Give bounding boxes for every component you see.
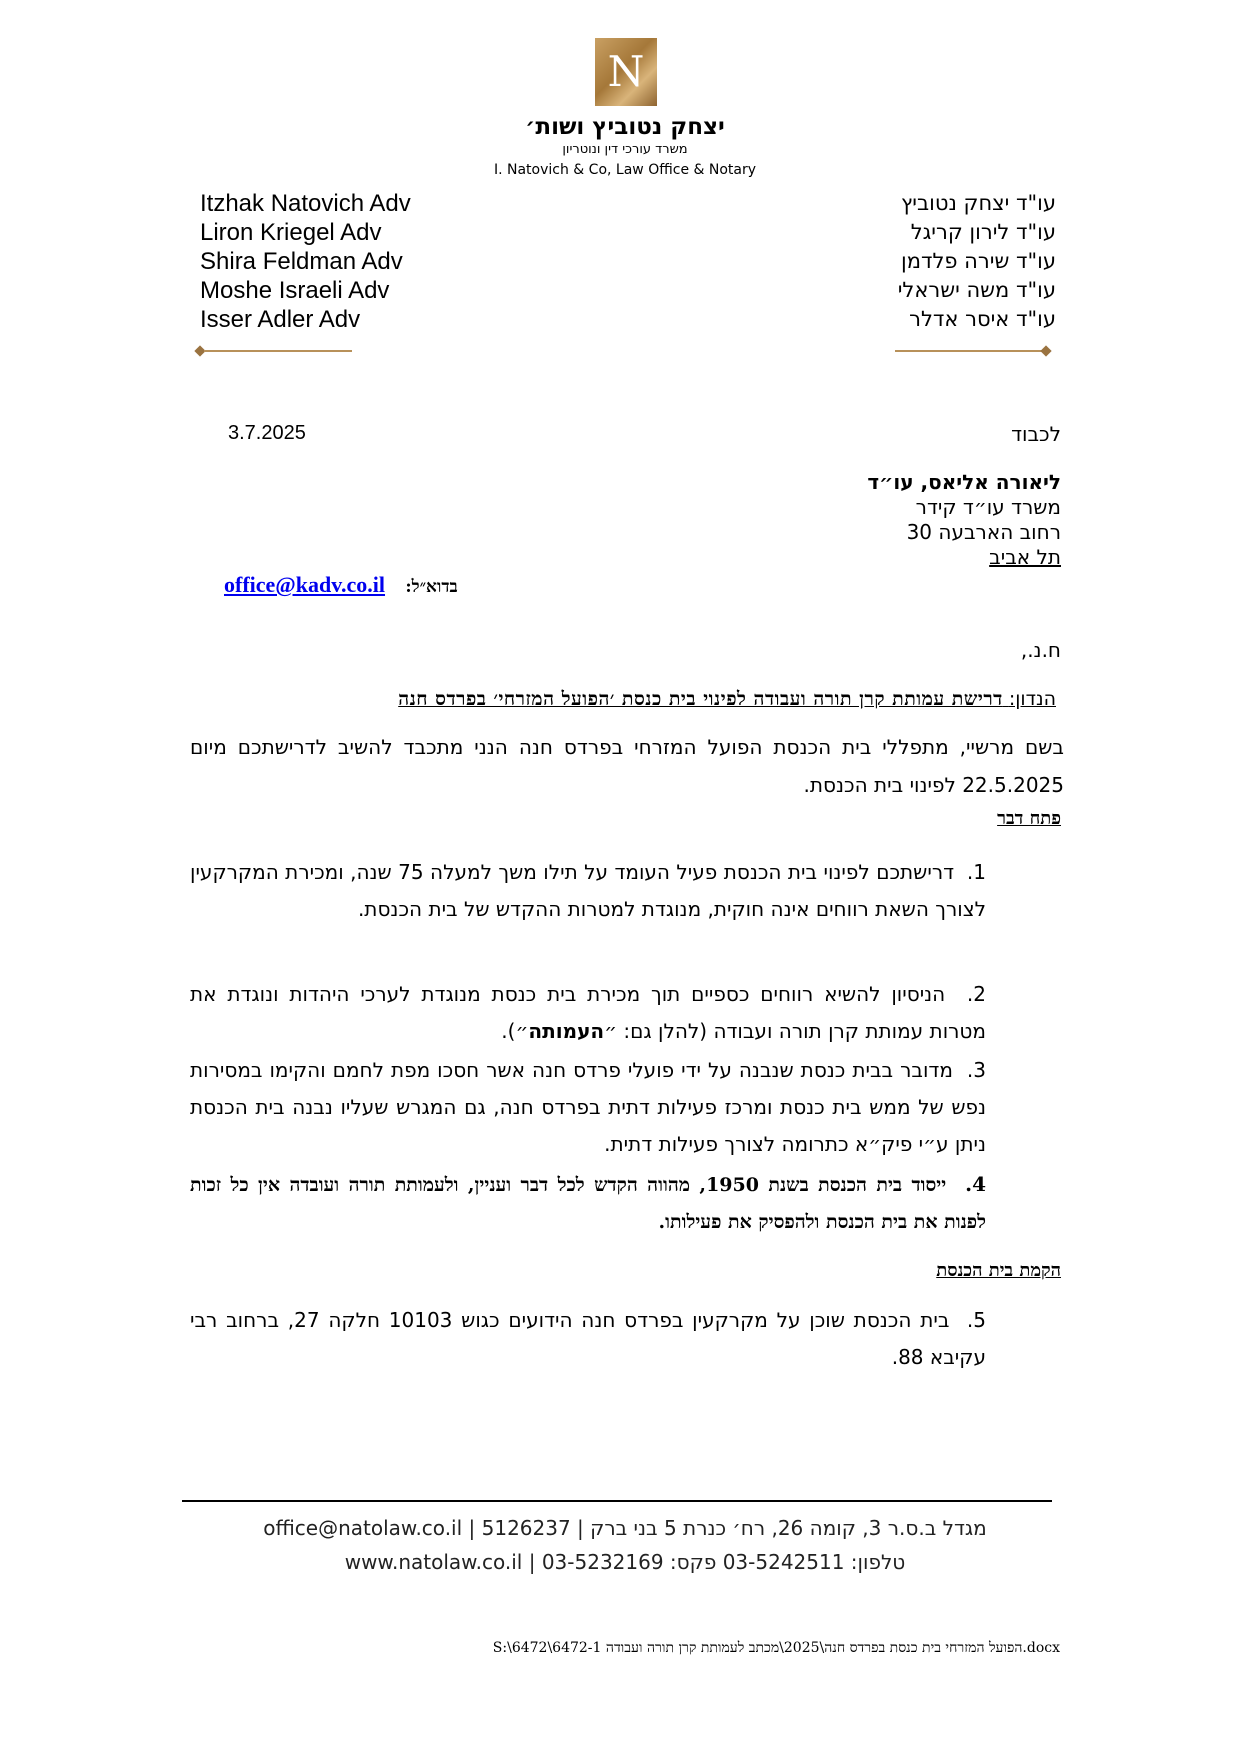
- footer-address: מגדל ב.ס.ר 3, קומה 26, רח׳ כנרת 5 בני ברק | 5126237 | office@natolaw.co.il: [263, 1516, 987, 1540]
- addressee-street: רחוב הארבעה 30: [906, 520, 1061, 544]
- right-divider: [895, 350, 1045, 352]
- item-text: דרישתכם לפינוי בית הכנסת פעיל העומד על תילו משך למעלה 75 שנה, ומכירת המקרקעין לצורך השאת רווחים אינה חוקית, מנוגדת למטרות ההקדש של בית הכנסת.: [190, 860, 986, 921]
- item-text: מדובר בבית כנסת שנבנה על ידי פועלי פרדס חנה אשר חסכו מפת לחמם והקימו במסירות נפש של ממש בית כנסת ומרכז פעילות דתית בפרדס חנה, גם המגרש שעליו נבנה בית הכנסת ניתן ע״י פיק״א כתרומה לצורך פעילות דתית.: [190, 1058, 986, 1156]
- item-number: 5.: [966, 1308, 986, 1332]
- lawyers-list-hebrew: [898, 189, 1056, 334]
- email-link[interactable]: office@kadv.co.il: [224, 572, 386, 597]
- greeting: ח.נ.,: [1020, 638, 1061, 662]
- numbered-item: [190, 854, 986, 928]
- item-text: הניסיון להשיא רווחים כספיים תוך מכירת בית כנסת מנוגדת לערכי היהדות ונוגדת את מטרות עמותת קרן תורה ועבודה (להלן גם: ״: [190, 982, 986, 1043]
- footer-divider: [182, 1500, 1052, 1502]
- left-divider: [204, 350, 352, 352]
- numbered-item: [190, 976, 986, 1050]
- item-text-end: ״).: [501, 1019, 529, 1043]
- subject-line: [398, 688, 1056, 711]
- addressee-city: תל אביב: [989, 545, 1061, 569]
- lawyer-en: Itzhak Natovich Adv: [200, 190, 411, 217]
- lawyer-he: עו"ד איסר אדלר: [909, 307, 1056, 331]
- to-label: לכבוד: [1011, 422, 1061, 446]
- item-number: 1.: [966, 860, 986, 884]
- numbered-item-bold: [190, 1166, 986, 1241]
- item-text: ייסוד בית הכנסת בשנת 1950, מהווה הקדש לכל דבר ועניין, ולעמותת תורה ועובדה אין כל זכות לפנות את בית הכנסת ולהפסיק את פעילותו.: [190, 1174, 986, 1233]
- intro-paragraph: בשם מרשיי, מתפללי בית הכנסת הפועל המזרחי בפרדס חנה הנני מתכבד להשיב לדרישתכם מיום 22.5.2025 לפינוי בית הכנסת.: [190, 735, 1064, 797]
- numbered-item: [190, 1052, 986, 1163]
- item-number: 4.: [965, 1172, 987, 1196]
- addressee-name: ליאורה אליאס, עו״ד: [867, 470, 1061, 494]
- addressee-block: [867, 470, 1061, 570]
- numbered-item: [190, 1302, 986, 1376]
- file-path: S:\6472\6472-1 הפועל המזרחי בית כנסת בפרדס חנה\2025\מכתב לעמותת קרן תורה ועבודה.docx: [492, 1640, 1060, 1656]
- email-label: בדוא״ל:: [405, 577, 458, 597]
- lawyer-en: Liron Kriegel Adv: [200, 219, 382, 246]
- footer-contact: טלפון: 03-5242511 פקס: 03-5232169 | www.natolaw.co.il: [344, 1550, 906, 1574]
- firm-logo: [595, 38, 657, 106]
- right-diamond-ornament: [1040, 345, 1051, 356]
- firm-name-hebrew: יצחק נטוביץ ושות׳: [525, 114, 725, 140]
- lawyer-en: Isser Adler Adv: [200, 306, 361, 333]
- firm-name-english: I. Natovich & Co, Law Office & Notary: [493, 162, 757, 178]
- section-heading-opening: פתח דבר: [997, 808, 1061, 829]
- lawyer-he: עו"ד שירה פלדמן: [901, 249, 1056, 273]
- subject-text: דרישת עמותת קרן תורה ועבודה לפינוי בית כנסת ׳הפועל המזרחי׳ בפרדס חנה: [398, 688, 1003, 710]
- item-text: בית הכנסת שוכן על מקרקעין בפרדס חנה הידועים כגוש 10103 חלקה 27, ברחוב רבי עקיבא 88.: [190, 1308, 986, 1369]
- logo-letter: N: [607, 47, 645, 96]
- lawyers-list-english: [200, 189, 411, 334]
- section-heading-establishment: הקמת בית הכנסת: [936, 1260, 1061, 1281]
- lawyer-he: עו"ד יצחק נטוביץ: [900, 191, 1056, 215]
- lawyer-he: עו"ד משה ישראלי: [897, 278, 1056, 302]
- lawyer-en: Shira Feldman Adv: [200, 248, 403, 275]
- lawyer-en: Moshe Israeli Adv: [200, 277, 390, 304]
- item-bold-term: העמותה: [528, 1019, 605, 1043]
- item-number: 2.: [966, 982, 987, 1006]
- subject-prefix: הנדון:: [1008, 688, 1056, 710]
- firm-subtitle: משרד עורכי דין ונוטריון: [562, 142, 688, 157]
- lawyer-he: עו"ד לירון קריגל: [910, 220, 1056, 244]
- email-row: [224, 572, 458, 598]
- letter-date: 3.7.2025: [228, 422, 306, 444]
- addressee-office: משרד עו״ד קידר: [915, 495, 1061, 519]
- item-number: 3.: [966, 1058, 986, 1082]
